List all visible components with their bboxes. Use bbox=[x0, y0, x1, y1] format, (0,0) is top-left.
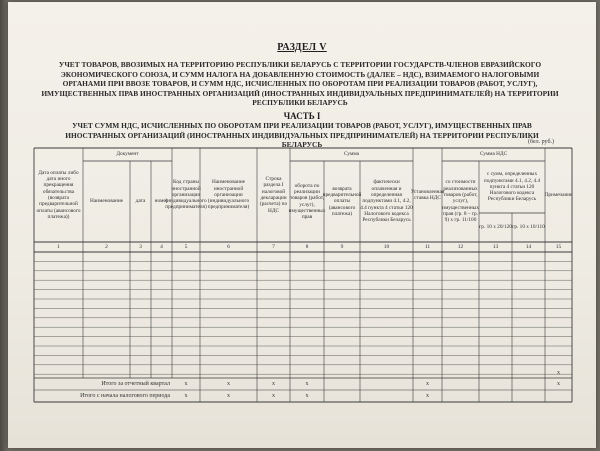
total-quarter-x-mark: х bbox=[227, 380, 230, 387]
total-quarter-x-mark: х bbox=[305, 380, 309, 387]
column-number-7: 7 bbox=[272, 243, 275, 250]
col-country-code-header: Код страны иностранной организации (индивидуального предпринимателя) bbox=[165, 179, 207, 211]
total-period-x-mark: х bbox=[227, 392, 230, 399]
col-turnover-header: оборота по реализации товаров (работ, услуг), имущественных прав bbox=[288, 182, 326, 221]
col-vat-from-cost-header: со стоимости реализованных товаров (работ, услуг), имущественных прав (гр. 8 – гр. 9) х гр. 11/100 bbox=[442, 179, 479, 224]
vat-group-header: Сумма НДС bbox=[479, 151, 508, 158]
document-page bbox=[8, 2, 596, 448]
col-vat-rate-header: Установленная ставка НДС bbox=[410, 188, 445, 201]
col-document-number-header: номер bbox=[154, 198, 169, 205]
column-number-4: 4 bbox=[160, 243, 163, 250]
total-period-x-mark: х bbox=[184, 392, 188, 399]
total-quarter-x-mark: х bbox=[426, 380, 429, 387]
total-quarter-x-mark: х bbox=[272, 380, 275, 387]
part-heading: УЧЕТ СУММ НДС, ИСЧИСЛЕННЫХ ПО ОБОРОТАМ ПРИ РЕАЛИЗАЦИИ ТОВАРОВ (РАБОТ, УСЛУГ), ИМУЩЕСТВЕННЫХ ПРАВ ИНОСТРАННЫХ ОРГАНИЗАЦИЙ (ИНОСТРАННЫХ ИНДИВИДУАЛЬНЫХ ПРЕДПРИНИМАТЕЛЕЙ) НА ТЕРРИТОРИИ РЕСПУБЛИКИ БЕЛАРУСЬ bbox=[65, 121, 539, 150]
col-document-name-header: Наименование bbox=[90, 198, 123, 205]
total-quarter-label: Итого за отчетный квартал bbox=[101, 380, 170, 387]
column-number-12: 12 bbox=[457, 243, 464, 250]
column-number-14: 14 bbox=[525, 243, 532, 250]
col-document-date-header: дата bbox=[135, 198, 146, 205]
total-period-x-mark: х bbox=[272, 392, 275, 399]
photo-edge-shadow bbox=[0, 0, 8, 451]
col-prepayment-return-header: возврата предварительной оплаты (авансового платежа) bbox=[322, 185, 362, 217]
column-number-11: 11 bbox=[424, 243, 431, 250]
col-foreign-org-name-header: Наименование иностранной организации (индивидуального предпринимателя) bbox=[207, 179, 250, 211]
total-period-x-mark: х bbox=[305, 392, 309, 399]
col-note-header: Примечание bbox=[544, 191, 573, 198]
column-number-6: 6 bbox=[227, 243, 230, 250]
column-number-1: 1 bbox=[57, 243, 60, 250]
sum-group-header: Сумма bbox=[344, 151, 359, 158]
total-quarter-x-mark: х bbox=[184, 380, 188, 387]
total-period-x-mark: х bbox=[426, 392, 429, 399]
column-number-5: 5 bbox=[184, 243, 188, 250]
col-declaration-line-header: Строка раздела I налоговой декларации (расчета) по НДС bbox=[259, 176, 288, 214]
total-period-label: Итого с начала налогового периода bbox=[80, 392, 170, 399]
column-number-10: 10 bbox=[383, 243, 390, 250]
col-vat-20-header: гр. 10 х 20/120 bbox=[479, 224, 512, 231]
column-number-8: 8 bbox=[305, 243, 309, 250]
document-group-header: Документ bbox=[116, 151, 139, 158]
column-number-2: 2 bbox=[105, 243, 108, 250]
currency-unit-note: (бел. руб.) bbox=[527, 139, 554, 145]
part-title: ЧАСТЬ I bbox=[283, 111, 321, 121]
section-heading: УЧЕТ ТОВАРОВ, ВВОЗИМЫХ НА ТЕРРИТОРИЮ РЕСПУБЛИКИ БЕЛАРУСЬ С ТЕРРИТОРИИ ГОСУДАРСТВ-ЧЛЕНОВ ЕВРАЗИЙСКОГО ЭКОНОМИЧЕСКОГО СОЮЗА, И СУММ НАЛОГА НА ДОБАВЛЕННУЮ СТОИМОСТЬ (ДАЛЕЕ – НДС), ВЗИМАЕМОГО НАЛОГОВЫМИ ОРГАНАМИ ПРИ ВВОЗЕ ТОВАРОВ, И СУММ НДС, ИСЧИСЛЕННЫХ ПО ОБОРОТАМ ПРИ РЕАЛИЗАЦИИ ТОВАРОВ (РАБОТ, УСЛУГ), ИМУЩЕСТВЕННЫХ ПРАВ ИНОСТРАННЫХ ОРГАНИЗАЦИЙ (ИНОСТРАННЫХ ИНДИВИДУАЛЬНЫХ ПРЕДПРИНИМАТЕЛЕЙ) НА ТЕРРИТОРИИ РЕСПУБЛИКИ БЕЛАРУСЬ bbox=[41, 60, 559, 108]
note-x-mark: х bbox=[557, 369, 560, 376]
col-payment-date-header: Дата оплаты либо дата иного прекращения обязательства (возврата предварительной оплаты (авансового платежа)) bbox=[36, 169, 81, 220]
col-vat-10-header: гр. 10 х 10/110 bbox=[512, 224, 545, 231]
column-number-13: 13 bbox=[492, 243, 499, 250]
column-number-3: 3 bbox=[139, 243, 142, 250]
column-number-9: 9 bbox=[340, 243, 344, 250]
section-title: РАЗДЕЛ V bbox=[277, 42, 327, 53]
col-actual-paid-header: фактически оплаченная и определенная подпунктами 4.1, 4.2, 4.4 пункта 4 статьи 120 Налогового кодекса Республики Беларусь bbox=[360, 179, 413, 224]
column-number-15: 15 bbox=[555, 243, 562, 250]
vat-subgroup-header: с сумм, определенных подпунктами 4.1, 4.2, 4.4 пункта 4 статьи 120 Налогового кодекса Республики Беларусь bbox=[483, 171, 541, 203]
total-quarter-x-mark: х bbox=[557, 380, 560, 387]
